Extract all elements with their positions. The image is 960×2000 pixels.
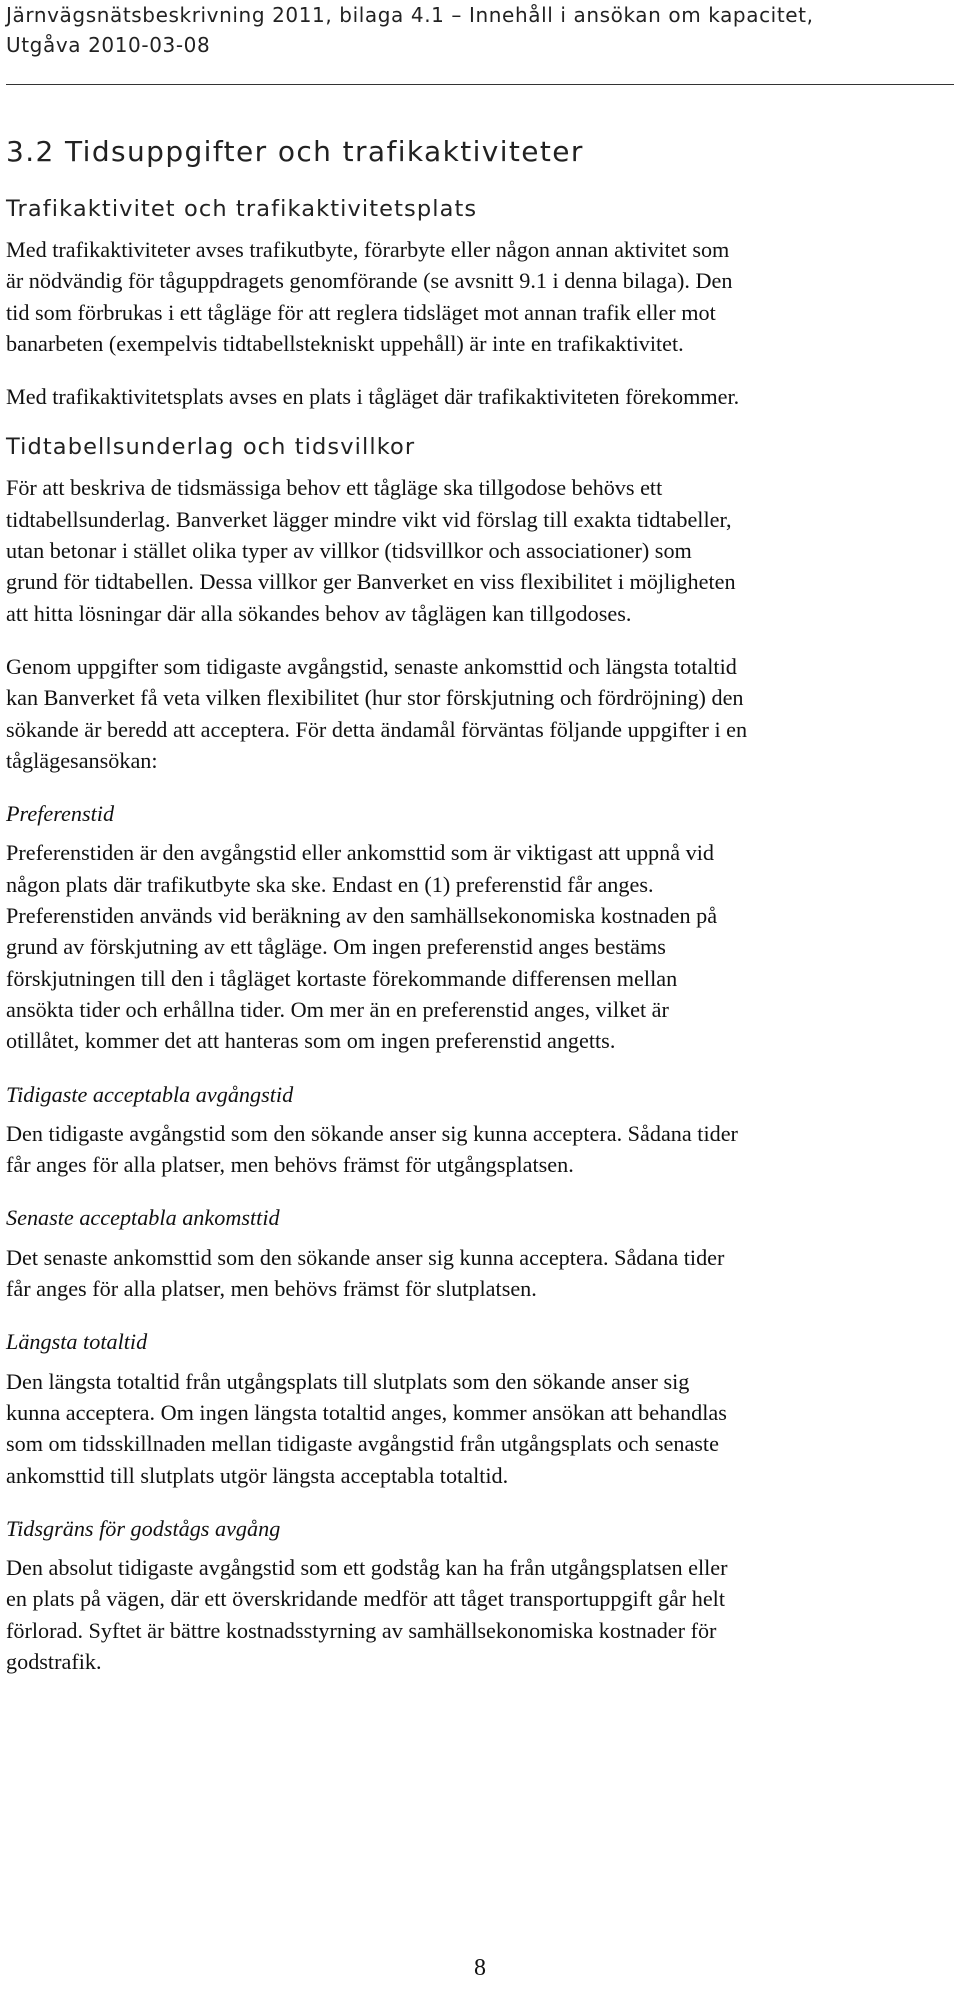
paragraph-traffic-activity-definition <box>6 234 954 359</box>
paragraph-latest-arrival <box>6 1242 954 1305</box>
section-title: 3.2 Tidsuppgifter och trafikaktiviteter <box>6 135 584 168</box>
text-line: kunna acceptera. Om ingen längsta totaltid anges, kommer ansökan att behandlas <box>6 1399 727 1425</box>
running-header <box>6 0 954 60</box>
term-earliest-departure: Tidigaste acceptabla avgångstid <box>6 1081 294 1107</box>
header-title-line: Järnvägsnätsbeskrivning 2011, bilaga 4.1 – Innehåll i ansökan om kapacitet, <box>6 3 814 27</box>
text-line: Med trafikaktiviteter avses trafikutbyte, förarbyte eller någon annan aktivitet som <box>6 237 730 262</box>
paragraph-preferred-time <box>6 837 954 1056</box>
paragraph-timetable-basis <box>6 472 954 628</box>
header-divider <box>6 84 954 85</box>
text-line: otillåtet, kommer det att hanteras som om ingen preferenstid angetts. <box>6 1028 616 1054</box>
text-line: är nödvändig för tåguppdragets genomförande (se avsnitt 9.1 i denna bilaga). Den <box>6 268 733 294</box>
text-line: Den absolut tidigaste avgångstid som ett godståg kan ha från utgångsplatsen eller <box>6 1555 728 1581</box>
text-line: Den längsta totaltid från utgångsplats till slutplats som den sökande anser sig <box>6 1368 690 1394</box>
text-line: ankomsttid till slutplats utgör längsta acceptabla totaltid. <box>6 1462 509 1488</box>
text-line: utan betonar i stället olika typer av villkor (tidsvillkor och associationer) som <box>6 538 692 564</box>
text-line: Genom uppgifter som tidigaste avgångstid, senaste ankomsttid och längsta totaltid <box>6 653 737 679</box>
text-line: som om tidsskillnaden mellan tidigaste avgångstid från utgångsplats och senaste <box>6 1431 719 1457</box>
text-line: tåglägesansökan: <box>6 747 158 773</box>
term-preferred-time: Preferenstid <box>6 801 115 827</box>
text-line: förlorad. Syftet är bättre kostnadsstyrning av samhällsekonomiska kostnader för <box>6 1617 717 1643</box>
page-number: 8 <box>474 1955 486 1981</box>
paragraph-earliest-departure <box>6 1118 954 1181</box>
text-line: får anges för alla platser, men behövs främst för slutplatsen. <box>6 1276 537 1302</box>
text-line: tidtabellsunderlag. Banverket lägger mindre vikt vid förslag till exakta tidtabeller, <box>6 506 732 532</box>
text-line: en plats på vägen, där ett överskridande medför att tåget transportuppgift går helt <box>6 1586 725 1612</box>
text-line: Preferenstiden används vid beräkning av den samhällsekonomiska kostnaden på <box>6 903 718 929</box>
term-latest-arrival: Senaste acceptabla ankomsttid <box>6 1205 280 1231</box>
text-line: Den tidigaste avgångstid som den sökande anser sig kunna acceptera. Sådana tider <box>6 1120 738 1146</box>
paragraph-longest-total-time <box>6 1366 954 1491</box>
text-line: får anges för alla platser, men behövs främst för utgångsplatsen. <box>6 1152 574 1178</box>
text-line: grund för tidtabellen. Dessa villkor ger Banverket en viss flexibilitet i möjligheten <box>6 569 736 595</box>
text-line: Det senaste ankomsttid som den sökande anser sig kunna acceptera. Sådana tider <box>6 1244 725 1270</box>
text-line: Preferenstiden är den avgångstid eller ankomsttid som är viktigast att uppnå vid <box>6 840 714 866</box>
text-line: banarbeten (exempelvis tidtabellstekniskt uppehåll) är inte en trafikaktivitet. <box>6 330 684 356</box>
paragraph-traffic-activity-place <box>6 381 954 412</box>
text-line: Med trafikaktivitetsplats avses en plats i tågläget där trafikaktiviteten förekommer. <box>6 384 740 410</box>
text-line: grund av förskjutning av ett tågläge. Om ingen preferenstid anges bestäms <box>6 934 666 960</box>
term-freight-departure-limit: Tidsgräns för godstågs avgång <box>6 1515 281 1541</box>
subheading-traffic-activity: Trafikaktivitet och trafikaktivitetsplats <box>6 196 478 222</box>
main-content <box>6 135 954 1699</box>
text-line: att hitta lösningar där alla sökandes behov av tåglägen kan tillgodoses. <box>6 600 632 626</box>
paragraph-flexibility <box>6 651 954 776</box>
text-line: förskjutningen till den i tågläget kortaste förekommande differensen mellan <box>6 965 678 991</box>
text-line: ansökta tider och erhållna tider. Om mer än en preferenstid anges, vilket är <box>6 996 669 1022</box>
text-line: tid som förbrukas i ett tågläge för att reglera tidsläget mot annan trafik eller mot <box>6 299 716 325</box>
text-line: För att beskriva de tidsmässiga behov ett tågläge ska tillgodose behövs ett <box>6 475 663 501</box>
term-longest-total-time: Längsta totaltid <box>6 1329 148 1355</box>
header-edition-line: Utgåva 2010-03-08 <box>6 33 211 57</box>
paragraph-freight-departure-limit <box>6 1552 954 1677</box>
text-line: kan Banverket få veta vilken flexibilitet (hur stor förskjutning och fördröjning) den <box>6 685 744 711</box>
text-line: någon plats där trafikutbyte ska ske. Endast en (1) preferenstid får anges. <box>6 871 654 897</box>
text-line: godstrafik. <box>6 1648 102 1674</box>
text-line: sökande är beredd att acceptera. För detta ändamål förväntas följande uppgifter i en <box>6 716 748 742</box>
subheading-timetable-basis: Tidtabellsunderlag och tidsvillkor <box>6 434 416 461</box>
